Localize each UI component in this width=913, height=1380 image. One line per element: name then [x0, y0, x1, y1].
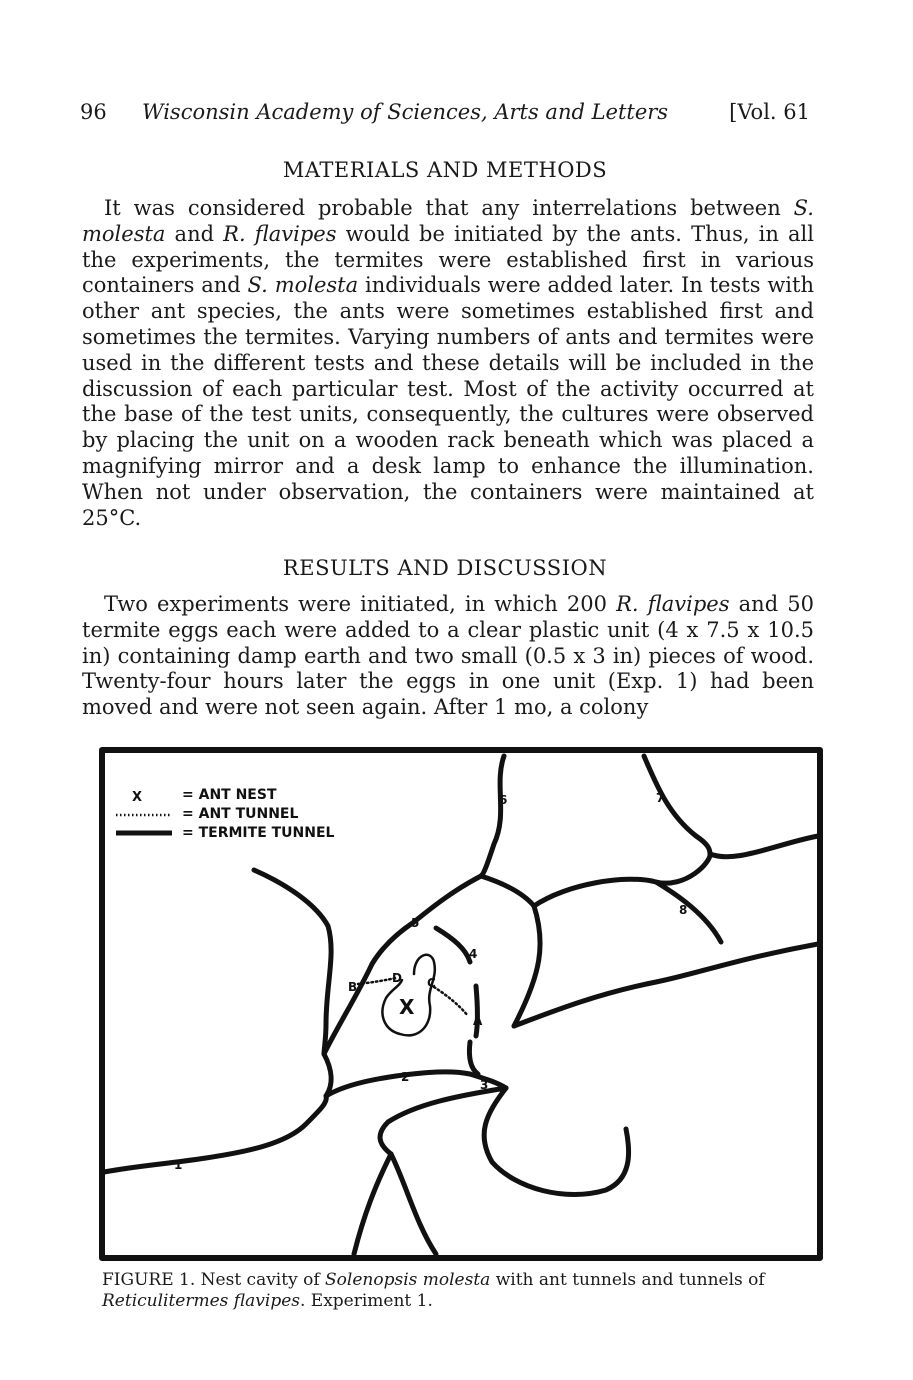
- figure-1: [96, 744, 826, 1264]
- label-3: 3: [480, 1078, 489, 1092]
- tunnel-bottom-left: [391, 1154, 436, 1254]
- tunnel-7: [644, 756, 710, 854]
- results-heading: RESULTS AND DISCUSSION: [282, 556, 608, 580]
- label-5: 5: [411, 916, 420, 930]
- results-paragraph: Two experiments were initiated, in which 200 R. flavipes and 50 termite eggs each were added to a clear plastic unit (4 x 7.5 x 10.5 in) containing damp earth and two small (0.5 x 3 in) pieces of wood. Twenty-four hours later the eggs in one unit (Exp. 1) had been moved and were not seen again. After 1 mo, a colony: [82, 592, 814, 720]
- tunnel-left-down: [324, 1054, 331, 1096]
- tunnel-junction-top: [481, 876, 534, 906]
- tunnel-bottom-left-2: [354, 1154, 391, 1254]
- label-8: 8: [679, 903, 688, 917]
- legend-ant-tunnel: = ANT TUNNEL: [182, 806, 299, 822]
- tunnel-left-curve: [254, 870, 331, 1054]
- tunnel-diagram: [96, 744, 826, 1264]
- label-4: 4: [469, 947, 478, 961]
- legend-nest-symbol: X: [132, 790, 143, 805]
- label-2: 2: [401, 1070, 410, 1084]
- label-B: B: [348, 980, 358, 994]
- tunnel-A-left: [476, 986, 478, 1036]
- materials-heading: MATERIALS AND METHODS: [282, 158, 608, 182]
- tunnel-4-upper: [436, 928, 470, 962]
- materials-paragraph: It was considered probable that any interrelations between S. molesta and R. flavipes would be initiated by the ants. Thus, in all the experiments, the termites were established first in various containers and S. molesta individuals were added later. In tests with other ant species, the ants were sometimes established first and sometimes the termites. Varying numbers of ants and termites were used in the different tests and these details will be included in the discussion of each particular test. Most of the activity occurred at the base of the test units, consequently, the cultures were observed by placing the unit on a wooden rack beneath which was placed a magnifying mirror and a desk lamp to enhance the illumination. When not under observation, the containers were maintained at 25°C.: [82, 196, 814, 530]
- running-header: [80, 100, 810, 124]
- tunnel-6: [481, 756, 504, 876]
- ant-tunnel-CA: [434, 987, 468, 1016]
- tunnel-1: [104, 1096, 326, 1172]
- tunnel-5-lower: [372, 922, 414, 964]
- tunnel-right-edge-top: [710, 836, 818, 857]
- legend-ant-nest: = ANT NEST: [182, 787, 277, 803]
- label-6: 6: [499, 793, 508, 807]
- tunnel-hook-right: [484, 1088, 629, 1194]
- label-A: A: [473, 1014, 483, 1028]
- tunnel-right-long: [514, 944, 818, 1026]
- label-X-nest: X: [399, 995, 415, 1019]
- label-7: 7: [656, 791, 665, 805]
- legend-termite-tunnel: = TERMITE TUNNEL: [182, 825, 335, 841]
- page-number: 96: [80, 100, 107, 124]
- tunnel-2: [326, 1072, 470, 1096]
- tunnel-8: [656, 882, 721, 942]
- label-D: D: [392, 971, 402, 985]
- journal-title: Wisconsin Academy of Sciences, Arts and Letters: [142, 100, 669, 124]
- tunnel-5: [414, 876, 481, 922]
- figure-legend: [116, 787, 335, 841]
- label-1: 1: [174, 1158, 183, 1172]
- volume-label: [Vol. 61: [729, 100, 810, 124]
- tunnel-center-down: [514, 906, 540, 1026]
- tunnel-3-upper: [469, 1042, 478, 1074]
- label-C: C: [427, 976, 436, 990]
- figure-caption: FIGURE 1. Nest cavity of Solenopsis molesta with ant tunnels and tunnels of Reticulitermes flavipes. Experiment 1.: [102, 1270, 765, 1311]
